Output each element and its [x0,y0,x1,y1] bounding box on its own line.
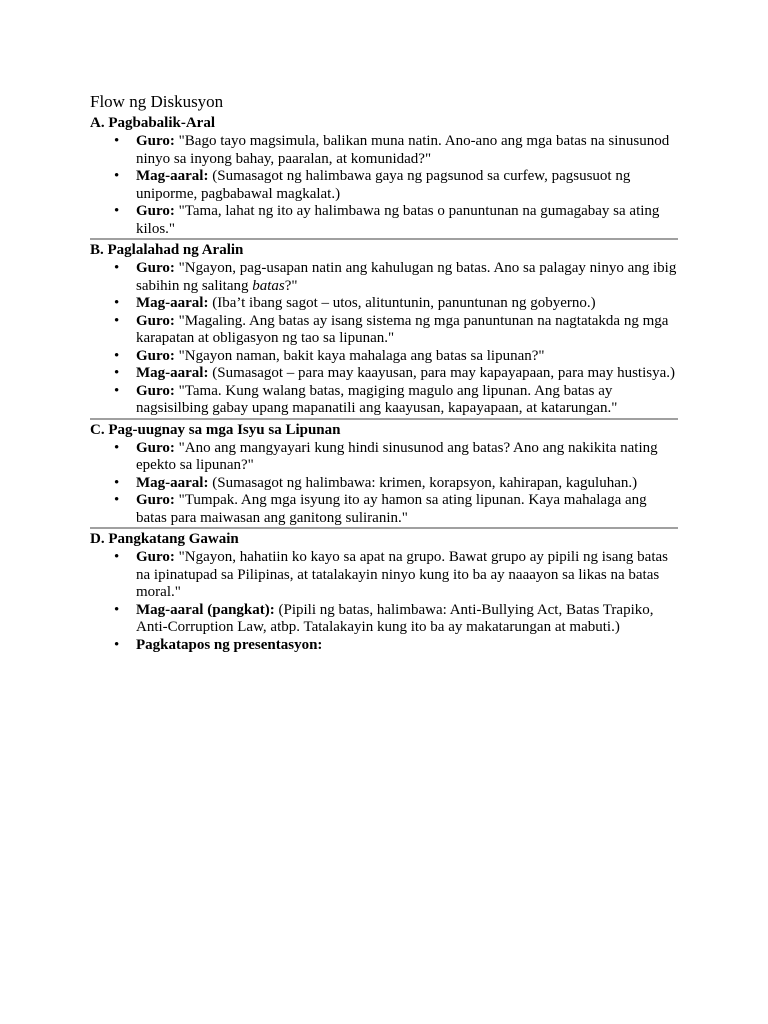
list-item [136,260,678,295]
dialogue-text: "Ngayon, pag-usapan natin ang kahulugan ng batas. Ano sa palagay ninyo ang ibig sabihin ng salitang [136,260,677,294]
dialogue-text: (Sumasagot – para may kaayusan, para may kapayapaan, para may hustisya.) [208,365,675,381]
speaker-label: Guro: [136,549,175,565]
dialogue-text: "Tama, lahat ng ito ay halimbawa ng batas o panuntunan na gumagabay sa ating kilos." [136,203,660,237]
list-item [136,203,678,238]
list-item [136,133,678,168]
speaker-label: Guro: [136,347,175,364]
list-item [136,168,678,203]
speaker-label: Mag-aaral: [136,168,209,184]
list-item [136,348,678,366]
list-item [136,637,678,655]
dialogue-text: "Ngayon, hahatiin ko kayo sa apat na grupo. Bawat grupo ay pipili ng isang batas na ipinatupad sa Pilipinas, at tatalakayin ninyo kung ito ba ay naaayon sa likas na batas moral." [136,549,669,600]
list-item [136,313,678,348]
dialogue-text: "Tumpak. Ang mga isyung ito ay hamon sa ating lipunan. Kaya mahalaga ang batas para maiwasan ang ganitong suliranin." [136,492,647,526]
dialogue-text: (Iba’t ibang sagot – utos, alituntunin, panuntunan ng gobyerno.) [208,295,596,311]
speaker-label: Mag-aaral: [136,295,209,311]
section-b-list [90,260,678,418]
list-item [136,549,678,602]
speaker-label: Guro: [136,492,175,508]
section-heading-a: A. Pagbabalik-Aral [90,115,216,131]
list-item [136,295,678,313]
document-title: Flow ng Diskusyon [90,92,224,111]
speaker-label: Mag-aaral (pangkat): [136,601,275,618]
section-heading-c: C. Pag-uugnay sa mga Isyu sa Lipunan [90,421,341,438]
list-item [136,475,678,493]
dialogue-text: (Pipili ng batas, halimbawa: Anti-Bullying Act, Batas Trapiko, Anti-Corruption Law, atbp. Tatalakayin kung ito ba ay makatarungan at mabuti.) [136,601,654,635]
dialogue-text: (Sumasagot ng halimbawa: krimen, korapsyon, kahirapan, kaguluhan.) [208,474,638,491]
italic-term: batas [252,277,285,294]
dialogue-text: (Sumasagot ng halimbawa gaya ng pagsunod sa curfew, pagsusuot ng uniporme, pagbabawal magkalat.) [136,168,631,202]
section-heading-d: D. Pangkatang Gawain [90,531,239,547]
section-d-list [90,549,678,654]
dialogue-text: "Ngayon naman, bakit kaya mahalaga ang batas sa lipunan?" [174,347,545,364]
dialogue-text: "Tama. Kung walang batas, magiging magulo ang lipunan. Ang batas ay nagsisilbing gabay upang mapanatili ang kaayusan, kapayapaan, at katarungan." [136,382,618,416]
list-item [136,440,678,475]
speaker-label: Guro: [136,203,175,219]
dialogue-text-after: ?" [284,277,298,294]
list-item [136,492,678,527]
section-heading-b: B. Paglalahad ng Aralin [90,242,244,258]
speaker-label: Guro: [136,133,175,149]
list-item [136,602,678,637]
list-item [136,365,678,383]
list-item [136,383,678,418]
speaker-label: Mag-aaral: [136,474,209,491]
dialogue-text: "Magaling. Ang batas ay isang sistema ng mga panuntunan na nagtatakda ng mga karapatan at obligasyon ng tao sa lipunan." [136,312,669,346]
speaker-label: Guro: [136,382,175,399]
speaker-label: Guro: [136,312,175,329]
speaker-label: Guro: [136,260,175,276]
speaker-label: Guro: [136,439,175,456]
section-a-list [90,133,678,238]
section-c-list [90,440,678,528]
dialogue-text: "Ano ang mangyayari kung hindi sinusunod ang batas? Ano ang nakikita nating epekto sa lipunan?" [136,439,658,473]
dialogue-text: "Bago tayo magsimula, balikan muna natin. Ano-ano ang mga batas na sinusunod ninyo sa inyong bahay, paaralan, at komunidad?" [136,133,670,167]
speaker-label: Pagkatapos ng presentasyon: [136,636,323,653]
speaker-label: Mag-aaral: [136,365,209,381]
